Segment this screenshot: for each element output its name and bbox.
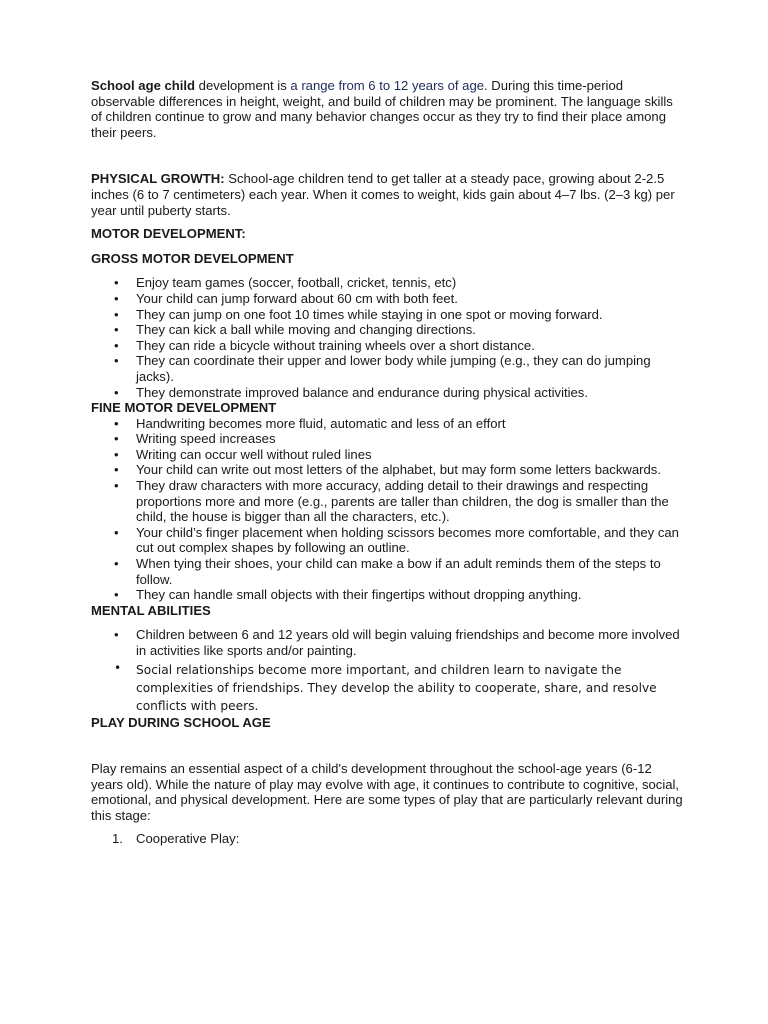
- list-item: • They can handle small objects with their fingertips without dropping anything.: [91, 587, 683, 603]
- list-number: 1.: [112, 830, 123, 846]
- list-item: • Your child’s finger placement when holding scissors becomes more comfortable, and they can cut out complex shapes by following an outline.: [91, 525, 683, 556]
- motor-development-heading: MOTOR DEVELOPMENT:: [91, 226, 246, 242]
- list-item: • They can coordinate their upper and lower body while jumping (e.g., they can do jumping jacks).: [91, 353, 683, 384]
- gross-motor-heading: GROSS MOTOR DEVELOPMENT: [91, 250, 294, 266]
- list-item: • Children between 6 and 12 years old will begin valuing friendships and become more involved in activities like sports and/or painting.: [91, 627, 683, 658]
- list-item-label: Cooperative Play:: [136, 830, 240, 846]
- list-item: • When tying their shoes, your child can make a bow if an adult reminds them of the steps to follow.: [91, 556, 683, 587]
- gross-motor-list: [91, 275, 683, 400]
- list-item: [91, 831, 683, 847]
- intro-text-after: . During this time-period observable differences in height, weight, and build of children may be prominent. The language skills of children continue to grow and many behavior changes occur as they try to find their place among their peers.: [91, 78, 673, 140]
- fine-motor-list: [91, 416, 683, 603]
- list-item: • They can jump on one foot 10 times while staying in one spot or moving forward.: [91, 307, 683, 323]
- fine-motor-heading: FINE MOTOR DEVELOPMENT: [91, 400, 277, 416]
- list-item: • Your child can jump forward about 60 cm with both feet.: [91, 291, 683, 307]
- intro-text-before: development is: [195, 78, 291, 93]
- list-item: • They demonstrate improved balance and endurance during physical activities.: [91, 385, 683, 401]
- list-item: • They draw characters with more accuracy, adding detail to their drawings and respecting proportions more and more (e.g., parents are taller than children, the dog is smaller than the child, the house is bigger than all the characters, etc.).: [91, 478, 683, 525]
- list-item: • They can kick a ball while moving and changing directions.: [91, 322, 683, 338]
- mental-abilities-heading: MENTAL ABILITIES: [91, 602, 211, 618]
- intro-paragraph: [91, 78, 683, 140]
- physical-growth-label: PHYSICAL GROWTH:: [91, 171, 225, 187]
- list-item: • Social relationships become more important, and children learn to navigate the complexities of friendships. They develop the ability to cooperate, share, and resolve conflicts with peers.: [91, 659, 683, 715]
- intro-bold-term: School age child: [91, 78, 196, 93]
- physical-growth-paragraph: [91, 171, 683, 218]
- list-item: • Writing can occur well without ruled lines: [91, 447, 683, 463]
- play-heading: PLAY DURING SCHOOL AGE: [91, 714, 271, 730]
- list-item: • They can ride a bicycle without training wheels over a short distance.: [91, 338, 683, 354]
- list-item: • Your child can write out most letters of the alphabet, but may form some letters backwards.: [91, 462, 683, 478]
- document-page: [91, 78, 683, 846]
- intro-highlight: a range from 6 to 12 years of age: [290, 78, 485, 93]
- list-item: • Writing speed increases: [91, 431, 683, 447]
- play-types-list: [91, 831, 683, 847]
- physical-growth-text: School-age children tend to get taller at a steady pace, growing about 2-2.5 inches (6 to 7 centimeters) each year. When it comes to weight, kids gain about 4–7 lbs. (2–3 kg) per year until puberty starts.: [91, 171, 675, 218]
- list-item: • Handwriting becomes more fluid, automatic and less of an effort: [91, 416, 683, 432]
- list-item: • Enjoy team games (soccer, football, cricket, tennis, etc): [91, 275, 683, 291]
- play-paragraph: Play remains an essential aspect of a child's development throughout the school-age years (6-12 years old). While the nature of play may evolve with age, it continues to contribute to cognitive, social, emotional, and physical development. Here are some types of play that are particularly relevant during this stage:: [91, 761, 683, 823]
- mental-abilities-list: [91, 627, 683, 714]
